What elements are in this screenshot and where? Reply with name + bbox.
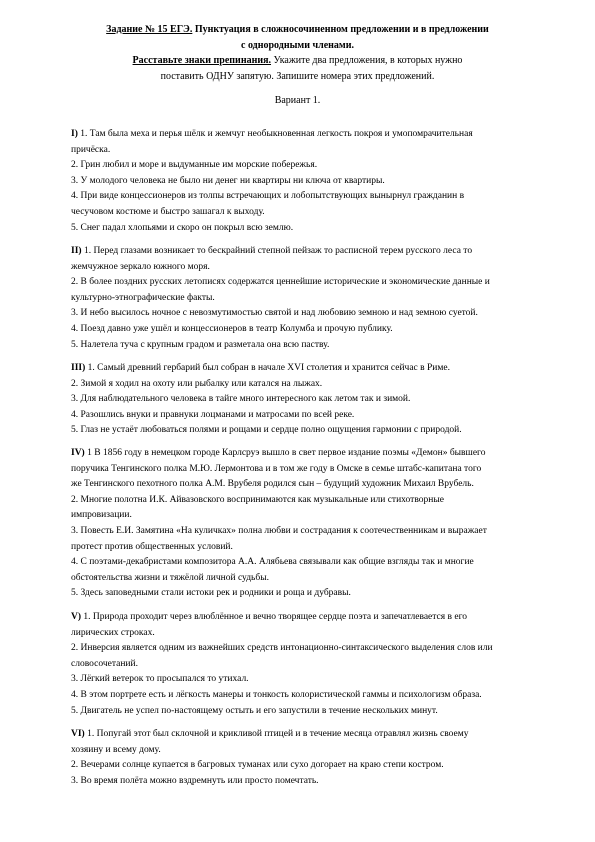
exercise-line: лирических строках. — [71, 627, 155, 638]
task-title-line-2: с однородными членами. — [241, 39, 354, 51]
task-title-line-1 — [60, 22, 535, 38]
exercise-line: словосочетаний. — [71, 658, 138, 669]
exercise-line: II) 1. Перед глазами возникает то бескрайний степной пейзаж то расписной терем русского леса то — [71, 246, 473, 256]
exercise-line: VI) 1. Попугай этот был склочной и крикливой птицей и в течение месяца отравлял жизнь своему — [71, 729, 469, 739]
exercise-line: же Тенгинского пехотного полка А.М. Врубеля родился сын – будущий художник Михаил Врубель. — [71, 479, 474, 490]
instruction-line-1 — [60, 53, 535, 69]
exercise-group-4 — [71, 446, 541, 602]
exercise-line: IV) 1 В 1856 году в немецком городе Карлсруэ вышло в свет первое издание поэмы «Демон» бывшего — [71, 448, 486, 458]
exercise-line: 2. Многие полотна И.К. Айвазовского воспринимаются как музыкальные или стихотворные — [71, 494, 444, 505]
exercise-line: 2. Грин любил и море и выдуманные им морские побережья. — [71, 160, 318, 171]
instruction-line-2: поставить ОДНУ запятую. Запишите номера этих предложений. — [160, 70, 435, 82]
task-header — [60, 22, 535, 84]
exercise-line: поручика Тенгинского полка М.Ю. Лермонтова и в том же году в Омске в семье штабс-капитана того — [71, 463, 482, 474]
exercise-line: I) 1. Там была меха и перья шёлк и жемчуг необыкновенная легкость покроя и умопомрачительная — [71, 129, 473, 139]
exercise-line: 5. Здесь заповедными стали истоки рек и родники и роща и дубравы. — [71, 588, 351, 599]
exercise-line: 3. Для наблюдательного человека в тайге много интересного как летом так и зимой. — [71, 394, 411, 405]
exercise-line: протест против общественных условий. — [71, 541, 233, 552]
exercise-group-1 — [71, 127, 541, 236]
exercise-line: 3. Повесть Е.И. Замятина «На куличках» полна любви и сострадания к соотечественникам и выражает — [71, 525, 487, 536]
instruction-text: Укажите два предложения, в которых нужно — [271, 55, 463, 66]
exercise-group-6 — [71, 727, 541, 789]
exercise-line: 5. Налетела туча с крупным градом и разметала она всю паству. — [71, 339, 330, 350]
variant-title: Вариант 1. — [274, 95, 321, 106]
exercise-line: 2. В более поздних русских летописях содержатся ценнейшие исторические и экономические данные и — [71, 277, 490, 288]
exercise-line: культурно-этнографические факты. — [71, 292, 215, 303]
exercise-line: 4. При виде концессионеров из толпы встречающих и лобопытствующих вынырнул гражданин в — [71, 191, 465, 202]
exercise-line: 3. У молодого человека не было ни денег ни квартиры ни ключа от квартиры. — [71, 175, 385, 186]
exercise-line: 3. Во время полёта можно вздремнуть или просто помечтать. — [71, 775, 319, 786]
exercise-line: 5. Снег падал хлопьями и скоро он покрыл всю землю. — [71, 222, 294, 233]
group-numeral: III) — [71, 363, 86, 373]
exercise-line: хозяину и всему дому. — [71, 744, 161, 755]
group-numeral: VI) — [71, 729, 85, 739]
exercise-line: чесучовом костюме и быстро зашагал к выходу. — [71, 206, 265, 217]
task-title: Пунктуация в сложносочиненном предложении и в предложении — [192, 24, 489, 35]
exercise-group-5 — [71, 610, 541, 719]
task-number: Задание № 15 ЕГЭ. — [106, 24, 193, 35]
exercise-line: причёска. — [71, 144, 111, 155]
exercise-line: 3. И небо высилось ночное с невозмутимостью святой и над любовию земною и над земною суетой. — [71, 308, 478, 319]
instruction-emphasis: Расставьте знаки препинания. — [132, 55, 272, 66]
exercise-line: жемчужное зеркало южного моря. — [71, 261, 210, 272]
exercise-line: V) 1. Природа проходит через влюблённое и вечно творящее сердце поэта и запечатлевается в его — [71, 612, 467, 622]
exercise-line: импровизации. — [71, 510, 132, 521]
group-numeral: V) — [71, 612, 82, 622]
exercise-line: 4. В этом портрете есть и лёгкость манеры и тонкость колористической гаммы и психологизм образа. — [71, 689, 482, 700]
exercise-line: 2. Инверсия является одним из важнейших средств интонационно-синтаксического выделения слов или — [71, 643, 493, 654]
exercise-line: обстоятельства жизни и тяжёлой личной судьбы. — [71, 572, 269, 583]
group-numeral: IV) — [71, 448, 85, 458]
exercise-line: 2. Зимой я ходил на охоту или рыбалку или катался на лыжах. — [71, 378, 323, 389]
exercise-group-3 — [71, 361, 541, 439]
group-numeral: II) — [71, 246, 82, 256]
group-numeral: I) — [71, 129, 78, 139]
exercise-line: 4. Разошлись внуки и правнуки лоцманами и матросами по всей реке. — [71, 409, 355, 420]
exercise-line: III) 1. Самый древний гербарий был собран в начале XVI столетия и хранится сейчас в Риме. — [71, 363, 450, 373]
exercise-line: 2. Вечерами солнце купается в багровых туманах или сухо догорает на краю степи костром. — [71, 760, 444, 771]
exercise-line: 4. С поэтами-декабристами композитора А.А. Алябьева связывали как общие взгляды так и многие — [71, 557, 474, 568]
exercise-line: 5. Глаз не устаёт любоваться полями и рощами и сердце полно ощущения гармонии с природой. — [71, 425, 462, 436]
exercise-line: 4. Поезд давно уже ушёл и концессионеров в театр Колумба и прочую публику. — [71, 323, 393, 334]
exercise-group-2 — [71, 244, 541, 353]
exercise-line: 5. Двигатель не успел по-настоящему остыть и его запустили в течение нескольких минут. — [71, 705, 438, 716]
exercise-line: 3. Лёгкий ветерок то просыпался то утихал. — [71, 674, 249, 685]
